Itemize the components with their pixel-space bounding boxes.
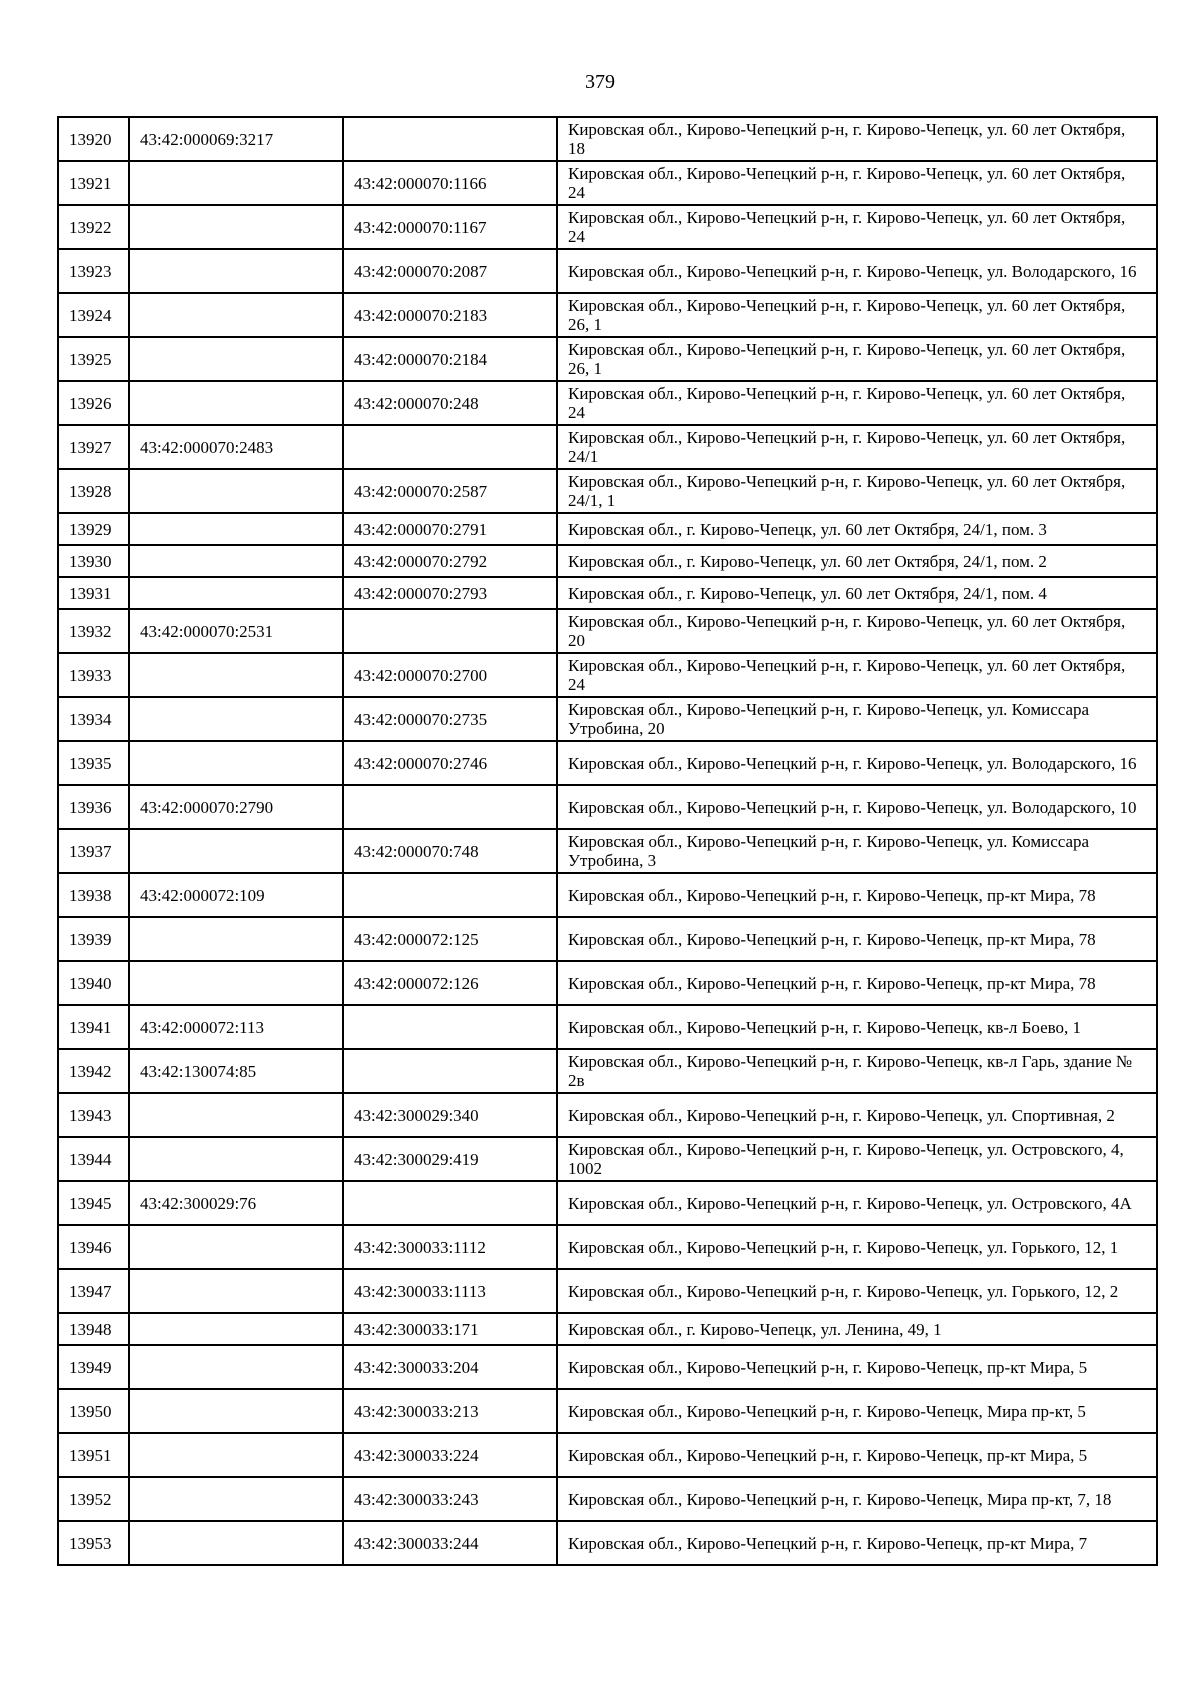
parent-cadastral-cell [129, 513, 343, 545]
address-cell: Кировская обл., Кирово-Чепецкий р-н, г. Кирово-Чепецк, ул. Володарского, 16 [557, 741, 1157, 785]
table-row [58, 381, 1157, 425]
parent-cadastral-cell: 43:42:000069:3217 [129, 117, 343, 161]
parent-cadastral-cell [129, 161, 343, 205]
cadastral-number-cell [343, 117, 557, 161]
address-cell: Кировская обл., Кирово-Чепецкий р-н, г. Кирово-Чепецк, кв-л Гарь, здание № 2в [557, 1049, 1157, 1093]
address-cell: Кировская обл., Кирово-Чепецкий р-н, г. Кирово-Чепецк, ул. 60 лет Октября, 20 [557, 609, 1157, 653]
row-number-cell: 13934 [58, 697, 129, 741]
row-number-cell: 13951 [58, 1433, 129, 1477]
table-row [58, 545, 1157, 577]
table-row [58, 961, 1157, 1005]
row-number-cell: 13935 [58, 741, 129, 785]
cadastral-number-cell: 43:42:000070:2700 [343, 653, 557, 697]
parent-cadastral-cell: 43:42:300029:76 [129, 1181, 343, 1225]
row-number-cell: 13944 [58, 1137, 129, 1181]
table-row [58, 1225, 1157, 1269]
row-number-cell: 13932 [58, 609, 129, 653]
address-cell: Кировская обл., Кирово-Чепецкий р-н, г. Кирово-Чепецк, ул. Островского, 4, 1002 [557, 1137, 1157, 1181]
cadastral-number-cell: 43:42:000070:2587 [343, 469, 557, 513]
table-row [58, 609, 1157, 653]
table-row [58, 1433, 1157, 1477]
parent-cadastral-cell: 43:42:000070:2483 [129, 425, 343, 469]
table-row [58, 1005, 1157, 1049]
table-row [58, 1345, 1157, 1389]
parent-cadastral-cell [129, 1345, 343, 1389]
address-cell: Кировская обл., Кирово-Чепецкий р-н, г. Кирово-Чепецк, Мира пр-кт, 7, 18 [557, 1477, 1157, 1521]
row-number-cell: 13942 [58, 1049, 129, 1093]
row-number-cell: 13950 [58, 1389, 129, 1433]
address-cell: Кировская обл., г. Кирово-Чепецк, ул. 60 лет Октября, 24/1, пом. 2 [557, 545, 1157, 577]
parent-cadastral-cell [129, 1521, 343, 1565]
cadastral-number-cell: 43:42:300033:224 [343, 1433, 557, 1477]
address-cell: Кировская обл., Кирово-Чепецкий р-н, г. Кирово-Чепецк, пр-кт Мира, 78 [557, 917, 1157, 961]
row-number-cell: 13948 [58, 1313, 129, 1345]
parent-cadastral-cell [129, 381, 343, 425]
address-cell: Кировская обл., Кирово-Чепецкий р-н, г. Кирово-Чепецк, ул. 60 лет Октября, 24 [557, 161, 1157, 205]
row-number-cell: 13941 [58, 1005, 129, 1049]
address-cell: Кировская обл., Кирово-Чепецкий р-н, г. Кирово-Чепецк, ул. 60 лет Октября, 24 [557, 381, 1157, 425]
cadastral-number-cell: 43:42:300033:213 [343, 1389, 557, 1433]
table-row [58, 1137, 1157, 1181]
cadastral-number-cell [343, 1181, 557, 1225]
cadastral-number-cell [343, 425, 557, 469]
row-number-cell: 13953 [58, 1521, 129, 1565]
parent-cadastral-cell: 43:42:000072:109 [129, 873, 343, 917]
table-row [58, 425, 1157, 469]
address-cell: Кировская обл., Кирово-Чепецкий р-н, г. Кирово-Чепецк, ул. 60 лет Октября, 18 [557, 117, 1157, 161]
cadastral-number-cell: 43:42:300033:244 [343, 1521, 557, 1565]
table-row [58, 1389, 1157, 1433]
cadastral-number-cell: 43:42:000070:248 [343, 381, 557, 425]
cadastral-number-cell: 43:42:300033:204 [343, 1345, 557, 1389]
address-cell: Кировская обл., Кирово-Чепецкий р-н, г. Кирово-Чепецк, кв-л Боево, 1 [557, 1005, 1157, 1049]
parent-cadastral-cell [129, 1313, 343, 1345]
parent-cadastral-cell [129, 1477, 343, 1521]
address-cell: Кировская обл., Кирово-Чепецкий р-н, г. Кирово-Чепецк, ул. Комиссара Утробина, 20 [557, 697, 1157, 741]
row-number-cell: 13924 [58, 293, 129, 337]
registry-table [57, 116, 1158, 1566]
table-row [58, 1313, 1157, 1345]
cadastral-number-cell: 43:42:000070:2087 [343, 249, 557, 293]
registry-table-body [58, 117, 1157, 1565]
address-cell: Кировская обл., Кирово-Чепецкий р-н, г. Кирово-Чепецк, пр-кт Мира, 5 [557, 1345, 1157, 1389]
table-row [58, 1269, 1157, 1313]
cadastral-number-cell [343, 1049, 557, 1093]
address-cell: Кировская обл., Кирово-Чепецкий р-н, г. Кирово-Чепецк, ул. Володарского, 10 [557, 785, 1157, 829]
row-number-cell: 13945 [58, 1181, 129, 1225]
cadastral-number-cell [343, 1005, 557, 1049]
address-cell: Кировская обл., Кирово-Чепецкий р-н, г. Кирово-Чепецк, ул. 60 лет Октября, 24/1, 1 [557, 469, 1157, 513]
parent-cadastral-cell [129, 249, 343, 293]
parent-cadastral-cell: 43:42:130074:85 [129, 1049, 343, 1093]
parent-cadastral-cell [129, 1093, 343, 1137]
row-number-cell: 13936 [58, 785, 129, 829]
address-cell: Кировская обл., Кирово-Чепецкий р-н, г. Кирово-Чепецк, пр-кт Мира, 5 [557, 1433, 1157, 1477]
table-row [58, 697, 1157, 741]
address-cell: Кировская обл., г. Кирово-Чепецк, ул. Ленина, 49, 1 [557, 1313, 1157, 1345]
parent-cadastral-cell [129, 653, 343, 697]
row-number-cell: 13940 [58, 961, 129, 1005]
parent-cadastral-cell [129, 741, 343, 785]
parent-cadastral-cell [129, 293, 343, 337]
address-cell: Кировская обл., Кирово-Чепецкий р-н, г. Кирово-Чепецк, ул. 60 лет Октября, 26, 1 [557, 293, 1157, 337]
table-row [58, 161, 1157, 205]
row-number-cell: 13926 [58, 381, 129, 425]
table-row [58, 513, 1157, 545]
row-number-cell: 13939 [58, 917, 129, 961]
table-row [58, 1049, 1157, 1093]
cadastral-number-cell: 43:42:000072:125 [343, 917, 557, 961]
address-cell: Кировская обл., Кирово-Чепецкий р-н, г. Кирово-Чепецк, ул. Островского, 4А [557, 1181, 1157, 1225]
address-cell: Кировская обл., Кирово-Чепецкий р-н, г. Кирово-Чепецк, пр-кт Мира, 78 [557, 961, 1157, 1005]
row-number-cell: 13946 [58, 1225, 129, 1269]
table-row [58, 205, 1157, 249]
cadastral-number-cell: 43:42:000070:748 [343, 829, 557, 873]
cadastral-number-cell: 43:42:300033:1112 [343, 1225, 557, 1269]
address-cell: Кировская обл., Кирово-Чепецкий р-н, г. Кирово-Чепецк, ул. 60 лет Октября, 24/1 [557, 425, 1157, 469]
address-cell: Кировская обл., Кирово-Чепецкий р-н, г. Кирово-Чепецк, пр-кт Мира, 78 [557, 873, 1157, 917]
parent-cadastral-cell [129, 337, 343, 381]
table-row [58, 577, 1157, 609]
table-row [58, 785, 1157, 829]
address-cell: Кировская обл., г. Кирово-Чепецк, ул. 60 лет Октября, 24/1, пом. 4 [557, 577, 1157, 609]
parent-cadastral-cell [129, 917, 343, 961]
table-row [58, 1093, 1157, 1137]
address-cell: Кировская обл., Кирово-Чепецкий р-н, г. Кирово-Чепецк, пр-кт Мира, 7 [557, 1521, 1157, 1565]
cadastral-number-cell: 43:42:300033:243 [343, 1477, 557, 1521]
table-row [58, 873, 1157, 917]
cadastral-number-cell: 43:42:000070:2183 [343, 293, 557, 337]
address-cell: Кировская обл., г. Кирово-Чепецк, ул. 60 лет Октября, 24/1, пом. 3 [557, 513, 1157, 545]
parent-cadastral-cell [129, 829, 343, 873]
cadastral-number-cell: 43:42:300029:419 [343, 1137, 557, 1181]
parent-cadastral-cell [129, 545, 343, 577]
cadastral-number-cell: 43:42:000070:1167 [343, 205, 557, 249]
table-row [58, 917, 1157, 961]
address-cell: Кировская обл., Кирово-Чепецкий р-н, г. Кирово-Чепецк, ул. Горького, 12, 1 [557, 1225, 1157, 1269]
cadastral-number-cell: 43:42:000070:2184 [343, 337, 557, 381]
cadastral-number-cell: 43:42:300033:1113 [343, 1269, 557, 1313]
table-row [58, 1477, 1157, 1521]
address-cell: Кировская обл., Кирово-Чепецкий р-н, г. Кирово-Чепецк, ул. Комиссара Утробина, 3 [557, 829, 1157, 873]
cadastral-number-cell: 43:42:000070:2792 [343, 545, 557, 577]
parent-cadastral-cell [129, 205, 343, 249]
cadastral-number-cell: 43:42:000070:2746 [343, 741, 557, 785]
row-number-cell: 13923 [58, 249, 129, 293]
cadastral-number-cell: 43:42:300029:340 [343, 1093, 557, 1137]
cadastral-number-cell: 43:42:000070:2735 [343, 697, 557, 741]
address-cell: Кировская обл., Кирово-Чепецкий р-н, г. Кирово-Чепецк, ул. 60 лет Октября, 26, 1 [557, 337, 1157, 381]
table-row [58, 829, 1157, 873]
parent-cadastral-cell: 43:42:000070:2790 [129, 785, 343, 829]
table-row [58, 293, 1157, 337]
address-cell: Кировская обл., Кирово-Чепецкий р-н, г. Кирово-Чепецк, ул. Володарского, 16 [557, 249, 1157, 293]
row-number-cell: 13947 [58, 1269, 129, 1313]
row-number-cell: 13921 [58, 161, 129, 205]
parent-cadastral-cell [129, 1225, 343, 1269]
table-row [58, 653, 1157, 697]
parent-cadastral-cell: 43:42:000070:2531 [129, 609, 343, 653]
table-row [58, 1521, 1157, 1565]
parent-cadastral-cell: 43:42:000072:113 [129, 1005, 343, 1049]
cadastral-number-cell [343, 873, 557, 917]
table-row [58, 469, 1157, 513]
table-row [58, 249, 1157, 293]
parent-cadastral-cell [129, 1433, 343, 1477]
cadastral-number-cell: 43:42:000072:126 [343, 961, 557, 1005]
row-number-cell: 13949 [58, 1345, 129, 1389]
parent-cadastral-cell [129, 577, 343, 609]
cadastral-number-cell: 43:42:000070:1166 [343, 161, 557, 205]
table-row [58, 337, 1157, 381]
cadastral-number-cell [343, 785, 557, 829]
row-number-cell: 13922 [58, 205, 129, 249]
parent-cadastral-cell [129, 1389, 343, 1433]
parent-cadastral-cell [129, 697, 343, 741]
row-number-cell: 13937 [58, 829, 129, 873]
row-number-cell: 13933 [58, 653, 129, 697]
table-row [58, 1181, 1157, 1225]
row-number-cell: 13925 [58, 337, 129, 381]
parent-cadastral-cell [129, 1137, 343, 1181]
table-row [58, 117, 1157, 161]
cadastral-number-cell: 43:42:000070:2793 [343, 577, 557, 609]
row-number-cell: 13929 [58, 513, 129, 545]
cadastral-number-cell: 43:42:300033:171 [343, 1313, 557, 1345]
address-cell: Кировская обл., Кирово-Чепецкий р-н, г. Кирово-Чепецк, ул. 60 лет Октября, 24 [557, 653, 1157, 697]
row-number-cell: 13952 [58, 1477, 129, 1521]
parent-cadastral-cell [129, 961, 343, 1005]
row-number-cell: 13920 [58, 117, 129, 161]
address-cell: Кировская обл., Кирово-Чепецкий р-н, г. Кирово-Чепецк, ул. Спортивная, 2 [557, 1093, 1157, 1137]
parent-cadastral-cell [129, 1269, 343, 1313]
row-number-cell: 13943 [58, 1093, 129, 1137]
address-cell: Кировская обл., Кирово-Чепецкий р-н, г. Кирово-Чепецк, ул. Горького, 12, 2 [557, 1269, 1157, 1313]
address-cell: Кировская обл., Кирово-Чепецкий р-н, г. Кирово-Чепецк, Мира пр-кт, 5 [557, 1389, 1157, 1433]
row-number-cell: 13938 [58, 873, 129, 917]
parent-cadastral-cell [129, 469, 343, 513]
page-number: 379 [585, 71, 615, 93]
cadastral-number-cell [343, 609, 557, 653]
cadastral-number-cell: 43:42:000070:2791 [343, 513, 557, 545]
table-row [58, 741, 1157, 785]
row-number-cell: 13930 [58, 545, 129, 577]
address-cell: Кировская обл., Кирово-Чепецкий р-н, г. Кирово-Чепецк, ул. 60 лет Октября, 24 [557, 205, 1157, 249]
row-number-cell: 13931 [58, 577, 129, 609]
row-number-cell: 13928 [58, 469, 129, 513]
row-number-cell: 13927 [58, 425, 129, 469]
